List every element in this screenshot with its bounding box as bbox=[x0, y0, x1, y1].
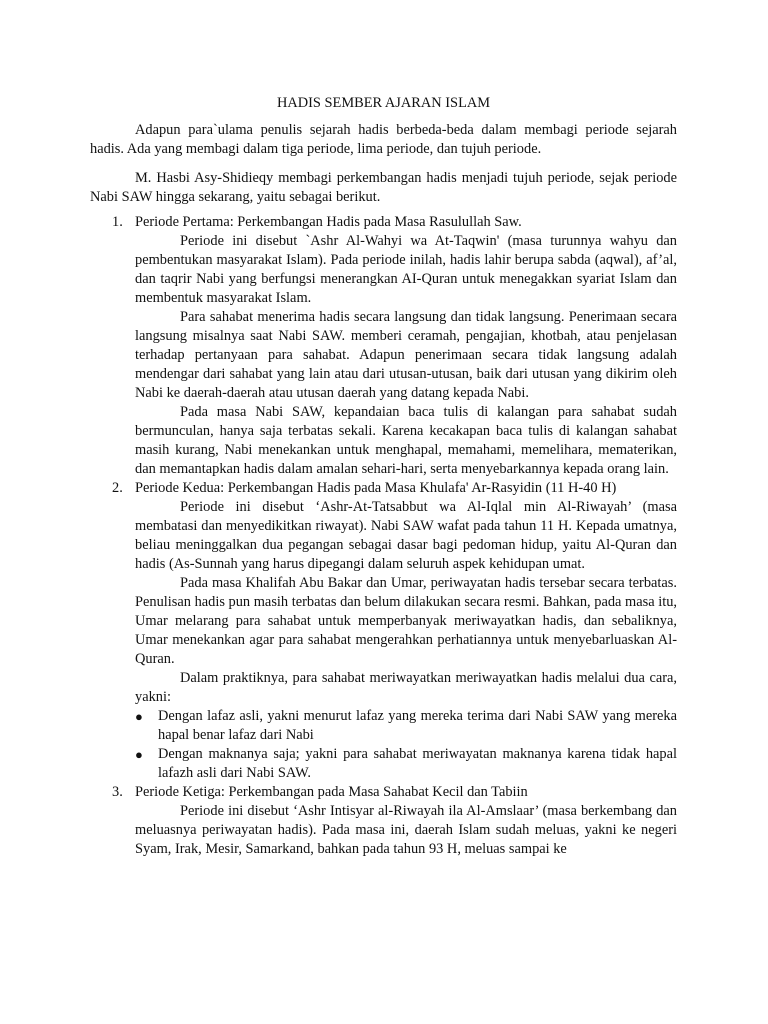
period-paragraph: Periode ini disebut ‘Ashr Intisyar al-Riwayah ila Al-Amslaar’ (masa berkembang dan meluasnya periwayatan hadis). Pada masa ini, daerah Islam sudah meluas, yakni ke negeri Syam, Irak, Mesir, Samarkand, bahkan pada tahun 93 H, meluas sampai ke bbox=[135, 803, 677, 857]
period-heading: Periode Pertama: Perkembangan Hadis pada Masa Rasulullah Saw. bbox=[135, 214, 522, 230]
intro-paragraph: M. Hasbi Asy-Shidieqy membagi perkembangan hadis menjadi tujuh periode, sejak periode Nabi SAW hingga sekarang, yaitu sebagai berikut. bbox=[90, 170, 677, 205]
period-paragraph: Para sahabat menerima hadis secara langsung dan tidak langsung. Penerimaan secara langsung misalnya saat Nabi SAW. memberi ceramah, pengajian, khotbah, atau penjelasan terhadap pertanyaan para sahabat. Adapun penerimaan secara tidak langsung adalah mendengar dari sahabat yang lain atau dari utusan-utusan, baik dari utusan yang dikirim oleh Nabi ke daerah-daerah atau utusan daerah yang datang kepada Nabi. bbox=[135, 309, 677, 401]
period-paragraph: Dalam praktiknya, para sahabat meriwayatkan meriwayatkan hadis melalui dua cara, yakni: bbox=[135, 670, 677, 705]
bullet-text: Dengan maknanya saja; yakni para sahabat meriwayatan maknanya karena tidak hapal lafazh asli dari Nabi SAW. bbox=[158, 746, 677, 781]
period-heading: Periode Ketiga: Perkembangan pada Masa Sahabat Kecil dan Tabiin bbox=[135, 784, 528, 800]
intro-paragraph: Adapun para`ulama penulis sejarah hadis berbeda-beda dalam membagi periode sejarah hadis. Ada yang membagi dalam tiga periode, lima periode, dan tujuh periode. bbox=[90, 122, 677, 157]
bullet-icon: ● bbox=[135, 709, 143, 724]
list-item-period-2 bbox=[90, 479, 677, 783]
list-number: 3. bbox=[112, 784, 123, 800]
bullet-text: Dengan lafaz asli, yakni menurut lafaz yang mereka terima dari Nabi SAW yang mereka hapal benar lafaz dari Nabi bbox=[158, 708, 677, 743]
period-heading: Periode Kedua: Perkembangan Hadis pada Masa Khulafa' Ar-Rasyidin (11 H-40 H) bbox=[135, 480, 617, 496]
period-list bbox=[90, 213, 677, 859]
list-number: 1. bbox=[112, 214, 123, 230]
document-body bbox=[90, 94, 677, 859]
period-paragraph: Pada masa Nabi SAW, kepandaian baca tulis di kalangan para sahabat sudah bermunculan, hanya saja terbatas sekali. Karena kecakapan baca tulis di kalangan sahabat masih kurang, Nabi menekankan untuk menghapal, memahami, memelihara, mematerikan, dan memantapkan hadis dalam amalan sehari-hari, serta menyebarkannya kepada orang lain. bbox=[135, 404, 677, 477]
period-paragraph: Periode ini disebut `Ashr Al-Wahyi wa At-Taqwin' (masa turunnya wahyu dan pembentukan masyarakat Islam). Pada periode inilah, hadis lahir berupa sabda (aqwal), af’al, dan taqrir Nabi yang berfungsi menerangkan AI-Quran untuk menegakkan syariat Islam dan membentuk masyarakat Islam. bbox=[135, 233, 677, 306]
period-paragraph: Pada masa Khalifah Abu Bakar dan Umar, periwayatan hadis tersebar secara terbatas. Penulisan hadis pun masih terbatas dan belum dilakukan secara resmi. Bahkan, pada masa itu, Umar melarang para sahabat untuk memperbanyak meriwayatkan hadis, dan sebaliknya, Umar menekankan agar para sahabat mengerahkan perhatiannya untuk menyebarluaskan Al-Quran. bbox=[135, 575, 677, 667]
list-item-period-3 bbox=[90, 783, 677, 859]
bullet-list bbox=[135, 707, 677, 783]
period-paragraph: Periode ini disebut ‘Ashr-At-Tatsabbut wa Al-Iqlal min Al-Riwayah’ (masa membatasi dan menyedikitkan riwayat). Nabi SAW wafat pada tahun 11 H. Kepada umatnya, beliau meninggalkan dua pegangan sebagai dasar bagi pedoman hidup, yaitu Al-Quran dan hadis (As-Sunnah yang harus dipegangi dalam seluruh aspek kehidupan umat. bbox=[135, 499, 677, 572]
bullet-item bbox=[135, 745, 677, 783]
bullet-icon: ● bbox=[135, 747, 143, 762]
list-item-period-1 bbox=[90, 213, 677, 479]
bullet-item bbox=[135, 707, 677, 745]
list-number: 2. bbox=[112, 480, 123, 496]
document-title: HADIS SEMBER AJARAN ISLAM bbox=[276, 95, 491, 111]
